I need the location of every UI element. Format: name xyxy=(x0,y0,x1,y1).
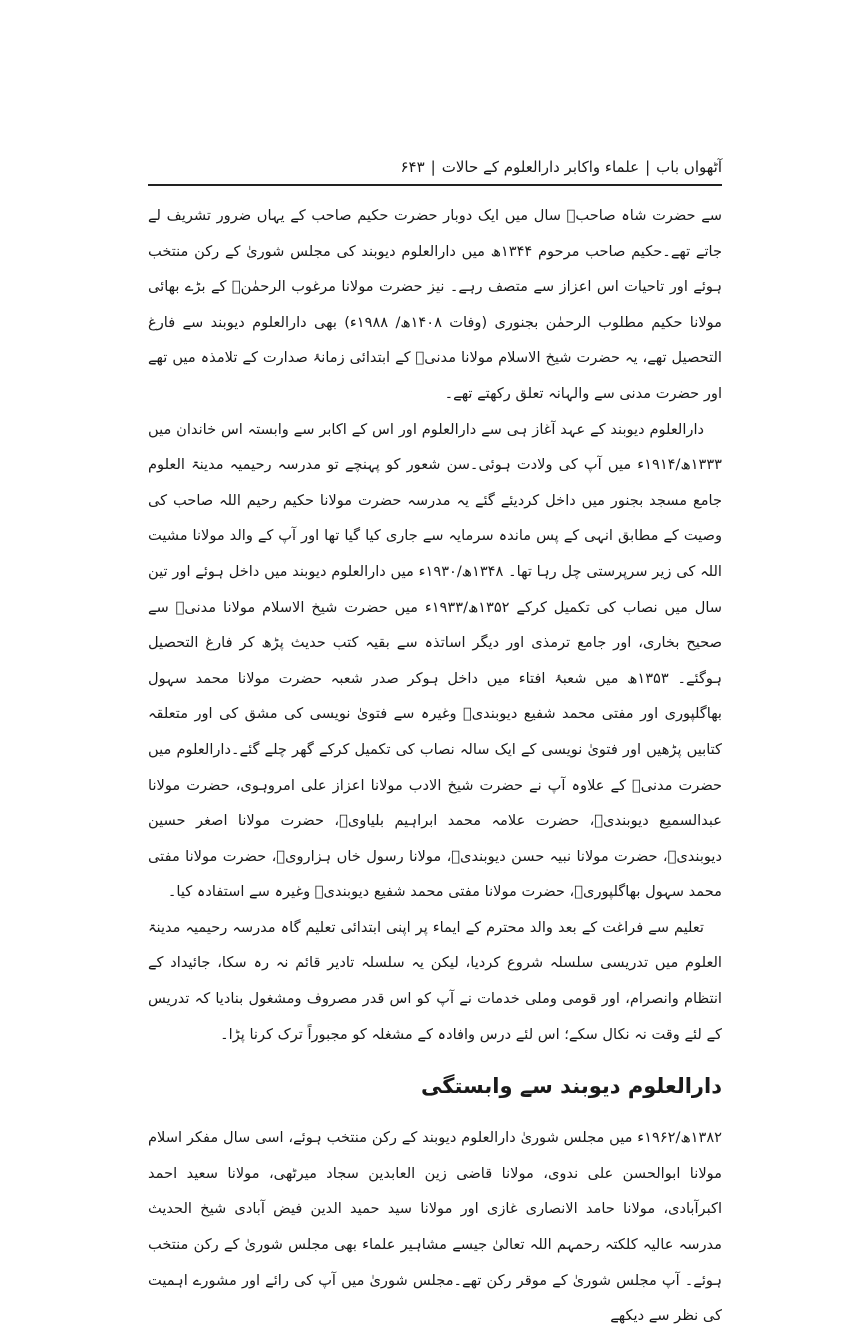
running-header xyxy=(148,150,722,184)
body-text xyxy=(148,198,722,1334)
chapter-title: علماء واکابر دارالعلوم کے حالات xyxy=(441,158,640,176)
header-rule xyxy=(148,184,722,186)
page-number: ۶۴۳ xyxy=(400,158,425,176)
paragraph: دارالعلوم دیوبند کے عہد آغاز ہی سے دارالعلوم اور اس کے اکابر سے وابستہ اس خاندان میں ۱۳۳۳ھ/۱۹۱۴ء میں آپ کی ولادت ہوئی۔سن شعور کو پہنچے تو مدرسہ رحیمیہ مدینۃ العلوم جامع مسجد بجنور میں داخل کردیئے گئے یہ مدرسہ حضرت مولانا حکیم رحیم اللہ صاحب کی وصیت کے مطابق انہی کے پس ماندہ سرمایہ سے جاری کیا گیا تھا اور آپ کے والد مولانا مشیت اللہ کی زیر سرپرستی چل رہا تھا۔ ۱۳۴۸ھ/۱۹۳۰ء میں دارالعلوم دیوبند میں داخل ہوئے اور تین سال میں نصاب کی تکمیل کرکے ۱۳۵۲ھ/۱۹۳۳ء میں حضرت شیخ الاسلام مولانا مدنیؒ سے صحیح بخاری، اور جامع ترمذی اور دیگر اساتذہ سے بقیہ کتب حدیث پڑھ کر فارغ التحصیل ہوگئے۔ ۱۳۵۳ھ میں شعبۂ افتاء میں داخل ہوکر صدر شعبہ حضرت مولانا محمد سہول بھاگلپوری اور مفتی محمد شفیع دیوبندیؒ وغیرہ سے فتویٰ نویسی کی مشق کی اور متعلقہ کتابیں پڑھیں اور فتویٰ نویسی کے ایک سالہ نصاب کی تکمیل کرکے گھر چلے گئے۔دارالعلوم میں حضرت مدنیؒ کے علاوہ آپ نے حضرت شیخ الادب مولانا اعزاز علی امروہوی، حضرت مولانا عبدالسمیع دیوبندیؒ، حضرت علامہ محمد ابراہیم بلیاویؒ، حضرت مولانا اصغر حسین دیوبندیؒ، حضرت مولانا نبیہ حسن دیوبندیؒ، مولانا رسول خاں ہزارویؒ، حضرت مولانا مفتی محمد سہول بھاگلپوریؒ، حضرت مولانا مفتی محمد شفیع دیوبندیؒ وغیرہ سے استفادہ کیا۔ xyxy=(148,420,722,901)
paragraph: سے حضرت شاہ صاحبؒ سال میں ایک دوبار حضرت حکیم صاحب کے یہاں ضرور تشریف لے جاتے تھے۔حکیم صاحب مرحوم ۱۳۴۴ھ میں دارالعلوم دیوبند کی مجلس شوریٰ کے رکن منتخب ہوئے اور تاحیات اس اعزاز سے متصف رہے۔ نیز حضرت مولانا مرغوب الرحمٰنؒ کے بڑے بھائی مولانا حکیم مطلوب الرحمٰن بجنوری (وفات ۱۴۰۸ھ/ ۱۹۸۸ء) بھی دارالعلوم دیوبند سے فارغ التحصیل تھے، یہ حضرت شیخ الاسلام مولانا مدنیؒ کے ابتدائی زمانۂ صدارت کے تلامذہ میں تھے اور حضرت مدنی سے والہانہ تعلق رکھتے تھے۔ xyxy=(148,207,722,402)
chapter-label: آٹھواں باب xyxy=(656,158,722,176)
header-divider: | xyxy=(430,158,436,176)
paragraph: ۱۳۸۲ھ/۱۹۶۲ء میں مجلس شوریٰ دارالعلوم دیوبند کے رکن منتخب ہوئے، اسی سال مفکر اسلام مولانا ابوالحسن علی ندوی، مولانا قاضی زین العابدین سجاد میرٹھی، مولانا سعید احمد اکبرآبادی، مولانا حامد الانصاری غازی اور مولانا سید حمید الدین فیض آبادی شیخ الحدیث مدرسہ عالیہ کلکتہ رحمہم اللہ تعالیٰ جیسے مشاہیر علماء بھی مجلس شوریٰ کے رکن منتخب ہوئے۔ آپ مجلس شوریٰ کے موقر رکن تھے۔مجلس شوریٰ میں آپ کی رائے اور مشورے اہمیت کی نظر سے دیکھے xyxy=(148,1129,722,1325)
header-divider: | xyxy=(645,158,651,176)
section-heading: دارالعلوم دیوبند سے وابستگی xyxy=(421,1074,722,1099)
paragraph: تعلیم سے فراغت کے بعد والد محترم کے ایماء پر اپنی ابتدائی تعلیم گاہ مدرسہ رحیمیہ مدینۃ العلوم میں تدریسی سلسلہ شروع کردیا، لیکن یہ سلسلہ تادیر قائم نہ رہ سکا، جائیداد کے انتظام وانصرام، اور قومی وملی خدمات نے آپ کو اس قدر مصروف ومشغول بنادیا کہ تدریس کے لئے وقت نہ نکال سکے؛ اس لئے درس وافادہ کے مشغلہ کو مجبوراً ترک کرنا پڑا۔ xyxy=(148,918,722,1043)
